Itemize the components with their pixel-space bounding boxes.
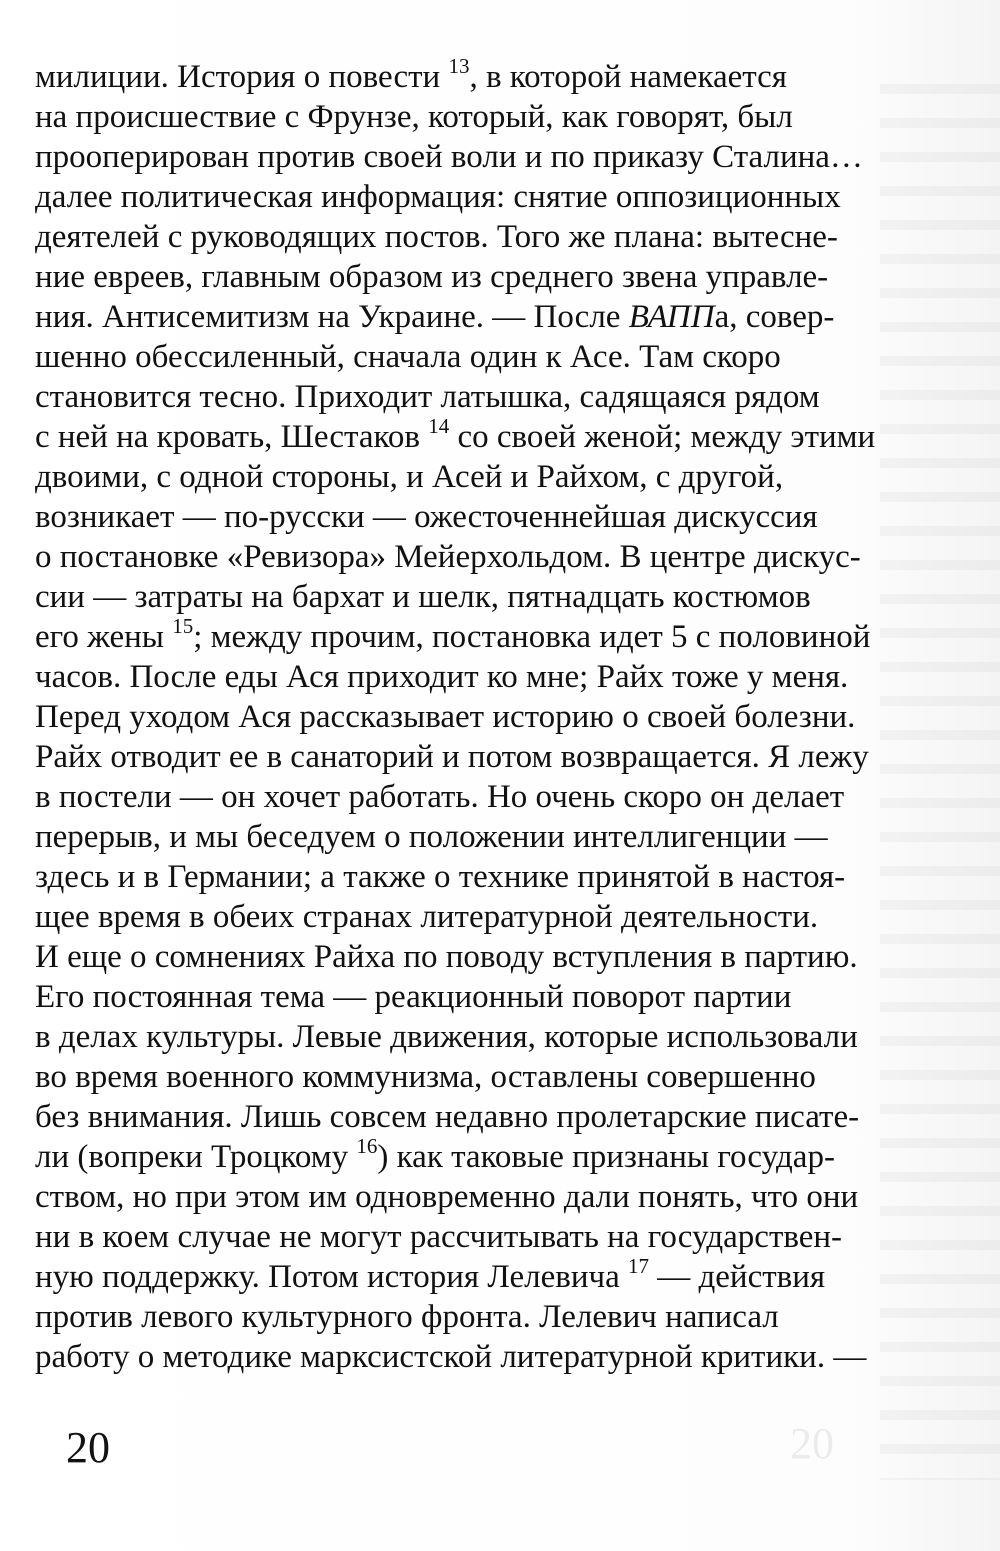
text-line xyxy=(35,537,915,577)
text-line xyxy=(35,577,915,617)
text-line xyxy=(35,1254,915,1297)
text-line xyxy=(35,697,915,737)
text-line xyxy=(35,137,915,177)
footnote-ref: 17 xyxy=(628,1254,649,1278)
text-run: далее политическая информация: снятие оппозиционных xyxy=(35,179,841,215)
text-line xyxy=(35,217,915,257)
text-run: ние евреев, главным образом из среднего звена управле- xyxy=(35,259,829,295)
text-line xyxy=(35,1337,915,1377)
text-line xyxy=(35,457,915,497)
text-line xyxy=(35,1177,915,1217)
text-run: — действия xyxy=(649,1259,826,1295)
text-run: прооперирован против своей воли и по приказу Сталина… xyxy=(35,139,863,175)
text-line xyxy=(35,177,915,217)
text-line xyxy=(35,1297,915,1337)
text-line xyxy=(35,614,915,657)
text-line xyxy=(35,1097,915,1137)
text-run: на происшествие с Фрунзе, который, как говорят, был xyxy=(35,99,793,135)
italic-text: ВАПП xyxy=(628,299,715,335)
text-line xyxy=(35,1217,915,1257)
text-run: здесь и в Германии; а также о технике принятой в настоя- xyxy=(35,859,846,895)
text-line xyxy=(35,337,915,377)
text-run: милиции. История о повести xyxy=(35,59,449,95)
text-line xyxy=(35,737,915,777)
text-line xyxy=(35,977,915,1017)
text-run: ли (вопреки Троцкому xyxy=(35,1139,357,1175)
text-line xyxy=(35,1057,915,1097)
text-line xyxy=(35,817,915,857)
text-run: работу о методике марксистской литературной критики. — xyxy=(35,1339,867,1375)
text-run: с ней на кровать, Шестаков xyxy=(35,419,429,455)
text-line xyxy=(35,657,915,697)
text-run: ством, но при этом им одновременно дали понять, что они xyxy=(35,1179,859,1215)
text-line xyxy=(35,497,915,537)
footnote-ref: 14 xyxy=(428,414,450,438)
text-run: в делах культуры. Левые движения, которые использовали xyxy=(35,1019,858,1055)
reverse-page-number-ghost: 20 xyxy=(790,1419,834,1468)
text-line xyxy=(35,897,915,937)
text-run: двоими, с одной стороны, и Асей и Райхом, с другой, xyxy=(35,459,784,495)
text-run: Его постоянная тема — реакционный поворот партии xyxy=(35,979,792,1015)
text-run: шенно обессиленный, сначала один к Асе. Там скоро xyxy=(35,339,781,375)
text-run: без внимания. Лишь совсем недавно пролетарские писате- xyxy=(35,1099,860,1135)
text-run: в постели — он хочет работать. Но очень скоро он делает xyxy=(35,779,845,815)
footnote-ref: 15 xyxy=(172,614,194,638)
text-run: становится тесно. Приходит латышка, садящаяся рядом xyxy=(35,379,820,415)
text-line xyxy=(35,777,915,817)
text-run: ; между прочим, постановка идет 5 с половиной xyxy=(193,619,871,655)
text-line xyxy=(35,297,915,337)
text-run: против левого культурного фронта. Лелевич написал xyxy=(35,1299,779,1335)
body-text xyxy=(35,54,915,1377)
text-run: деятелей с руководящих постов. Того же плана: вытесне- xyxy=(35,219,838,255)
text-run: , в которой намекается xyxy=(469,59,787,95)
text-run: Райх отводит ее в санаторий и потом возвращается. Я лежу xyxy=(35,739,869,775)
text-line xyxy=(35,1017,915,1057)
text-run: ни в коем случае не могут рассчитывать на государствен- xyxy=(35,1219,843,1255)
text-run: возникает — по-русски — ожесточеннейшая дискуссия xyxy=(35,499,818,535)
text-run: Перед уходом Ася рассказывает историю о своей болезни. xyxy=(35,699,856,735)
text-run: сии — затраты на бархат и шелк, пятнадцать костюмов xyxy=(35,579,811,615)
text-run: а, совер- xyxy=(714,299,835,335)
text-run: щее время в обеих странах литературной деятельности. xyxy=(35,899,819,935)
text-run: его жены xyxy=(35,619,173,655)
text-run: ния. Антисемитизм на Украине. — После xyxy=(35,299,629,335)
text-line xyxy=(35,414,915,457)
text-line xyxy=(35,54,915,97)
text-run: со своей женой; между этими xyxy=(449,419,876,455)
text-line xyxy=(35,857,915,897)
text-run: ) как таковые признаны государ- xyxy=(377,1139,835,1175)
text-run: ную поддержку. Потом история Лелевича xyxy=(35,1259,628,1295)
text-line xyxy=(35,377,915,417)
footnote-ref: 16 xyxy=(356,1134,378,1158)
text-run: во время военного коммунизма, оставлены совершенно xyxy=(35,1059,816,1095)
text-run: перерыв, и мы беседуем о положении интеллигенции — xyxy=(35,819,828,855)
page-number: 20 xyxy=(66,1423,110,1472)
text-run: о постановке «Ревизора» Мейерхольдом. В центре дискус- xyxy=(35,539,861,575)
text-run: часов. После еды Ася приходит ко мне; Райх тоже у меня. xyxy=(35,659,849,695)
text-line xyxy=(35,937,915,977)
text-line xyxy=(35,1134,915,1177)
footnote-ref: 13 xyxy=(448,54,470,78)
text-line xyxy=(35,97,915,137)
text-run: И еще о сомнениях Райха по поводу вступления в партию. xyxy=(35,939,858,975)
text-line xyxy=(35,257,915,297)
